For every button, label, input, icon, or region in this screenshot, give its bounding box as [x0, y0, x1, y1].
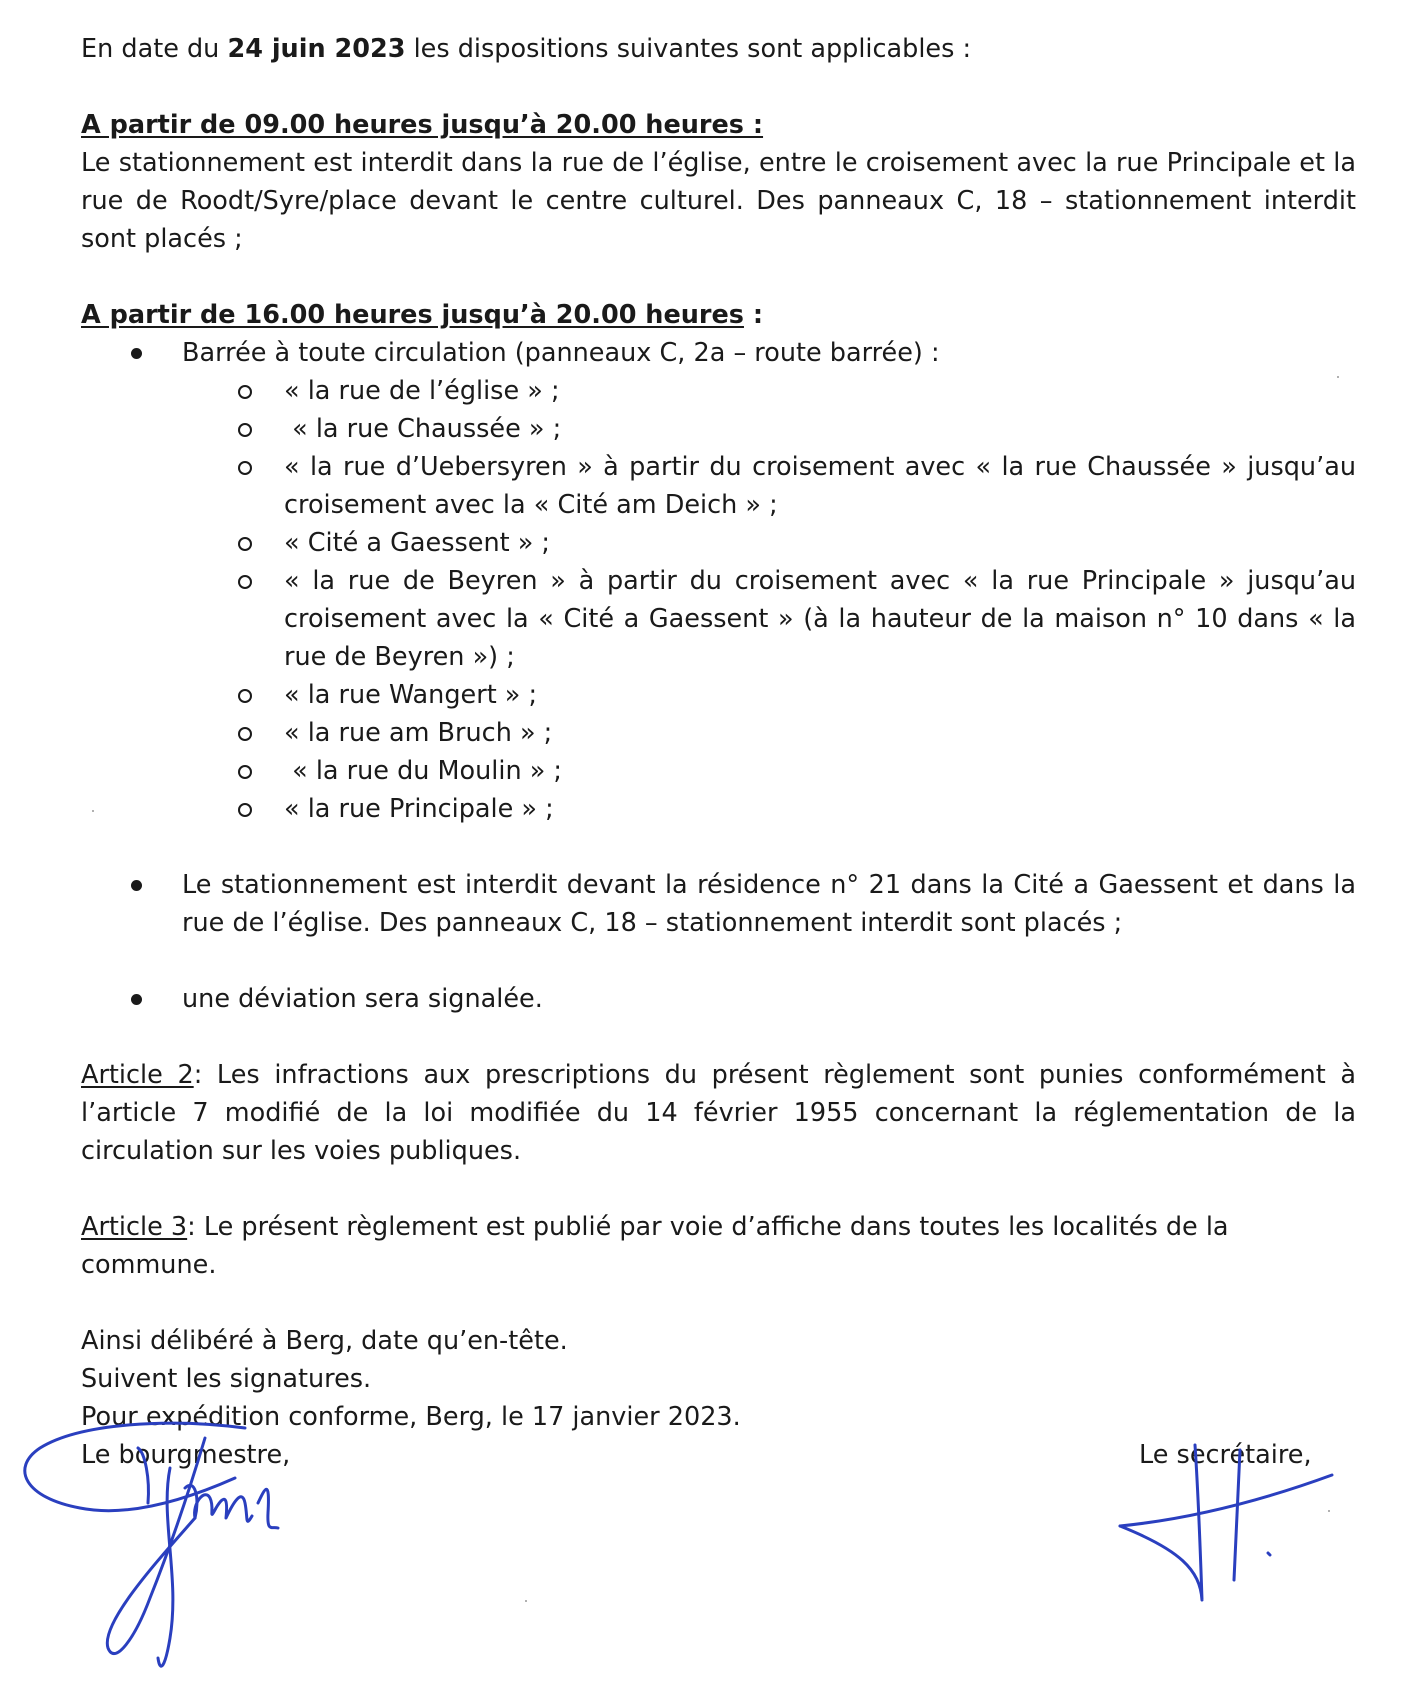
- list-item-text: « Cité a Gaessent » ;: [284, 528, 551, 558]
- list-item-text: « la rue de l’église » ;: [284, 376, 560, 406]
- bullet-dot-icon: [131, 880, 142, 891]
- secretary-label: Le secrétaire,: [1139, 1440, 1312, 1470]
- mayor-label: Le bourgmestre,: [81, 1440, 291, 1470]
- document-page: [81, 30, 1356, 1474]
- bullet-deviation-text: une déviation sera signalée.: [182, 984, 543, 1014]
- circle-bullet-icon: [238, 537, 252, 551]
- bullet-road-closure-text: Barrée à toute circulation (panneaux C, 2a – route barrée) :: [182, 338, 940, 368]
- section2-bullet-list: [81, 334, 1356, 1018]
- closed-streets-list: [182, 372, 1356, 828]
- list-spacer: [81, 828, 1356, 866]
- bullet-parking-text: Le stationnement est interdit devant la résidence n° 21 dans la Cité a Gaessent et dans la rue de l’église. Des panneaux C, 18 – stationnement interdit sont placés ;: [182, 870, 1356, 938]
- list-item-text: « la rue Principale » ;: [284, 794, 554, 824]
- closing-line-2: Suivent les signatures.: [81, 1364, 372, 1394]
- article3-text: : Le présent règlement est publié par voie d’affiche dans toutes les localités de la commune.: [81, 1212, 1229, 1280]
- scan-speck: [1337, 376, 1339, 378]
- bullet-road-closure: [81, 334, 1356, 828]
- article2-paragraph: [81, 1056, 1356, 1170]
- circle-bullet-icon: [238, 803, 252, 817]
- scan-speck: [525, 1600, 527, 1602]
- list-item: [81, 790, 1356, 828]
- list-item: [81, 448, 1356, 524]
- section2-heading: [81, 296, 1356, 334]
- section2-heading-suffix: :: [743, 300, 764, 330]
- intro-suffix: les dispositions suivantes sont applicables :: [405, 34, 972, 64]
- list-item: [81, 752, 1356, 790]
- bullet-dot-icon: [131, 994, 142, 1005]
- list-item-text: « la rue Wangert » ;: [284, 680, 538, 710]
- section1-text: Le stationnement est interdit dans la rue de l’église, entre le croisement avec la rue Principale et la rue de Roodt/Syre/place devant le centre culturel. Des panneaux C, 18 – stationnement interdit sont placés ;: [81, 148, 1356, 254]
- list-item: [81, 372, 1356, 410]
- list-spacer: [81, 942, 1356, 980]
- article2-label: Article 2: [81, 1060, 194, 1090]
- mayor-signature-image: [20, 1408, 310, 1678]
- scan-speck: [1328, 1510, 1330, 1512]
- list-item: [81, 524, 1356, 562]
- intro-date: 24 juin 2023: [227, 34, 406, 64]
- list-item: [81, 714, 1356, 752]
- list-item-text: « la rue du Moulin » ;: [284, 756, 563, 786]
- article3-label: Article 3: [81, 1212, 188, 1242]
- list-item-text: « la rue am Bruch » ;: [284, 718, 553, 748]
- article2-text: : Les infractions aux prescriptions du présent règlement sont punies conformément à l’article 7 modifié de la loi modifiée du 14 février 1955 concernant la réglementation de la circulation sur les voies publiques.: [81, 1060, 1356, 1166]
- section2-heading-text: A partir de 16.00 heures jusqu’à 20.00 heures: [81, 300, 744, 330]
- scan-speck: [92, 810, 94, 812]
- circle-bullet-icon: [238, 689, 252, 703]
- closing-line-1: Ainsi délibéré à Berg, date qu’en-tête.: [81, 1326, 568, 1356]
- bullet-dot-icon: [131, 348, 142, 359]
- section1-heading: A partir de 09.00 heures jusqu’à 20.00 heures :: [81, 110, 764, 140]
- list-item: [81, 676, 1356, 714]
- circle-bullet-icon: [238, 727, 252, 741]
- list-item-text: « la rue d’Uebersyren » à partir du croisement avec « la rue Chaussée » jusqu’au croisement avec la « Cité am Deich » ;: [284, 452, 1356, 520]
- circle-bullet-icon: [238, 575, 252, 589]
- list-item: [81, 410, 1356, 448]
- article3-paragraph: [81, 1208, 1356, 1284]
- secretary-signature-image: [1110, 1430, 1340, 1620]
- list-item-text: « la rue Chaussée » ;: [284, 414, 562, 444]
- intro-prefix: En date du: [81, 34, 228, 64]
- circle-bullet-icon: [238, 385, 252, 399]
- list-item: [81, 562, 1356, 676]
- intro-line: [81, 30, 1356, 68]
- circle-bullet-icon: [238, 461, 252, 475]
- circle-bullet-icon: [238, 765, 252, 779]
- bullet-deviation: [81, 980, 1356, 1018]
- list-item-text: « la rue de Beyren » à partir du croisement avec « la rue Principale » jusqu’au croisement avec la « Cité a Gaessent » (à la hauteur de la maison n° 10 dans « la rue de Beyren ») ;: [284, 566, 1356, 672]
- closing-line-3: Pour expédition conforme, Berg, le 17 janvier 2023.: [81, 1402, 741, 1432]
- circle-bullet-icon: [238, 423, 252, 437]
- bullet-parking: [81, 866, 1356, 942]
